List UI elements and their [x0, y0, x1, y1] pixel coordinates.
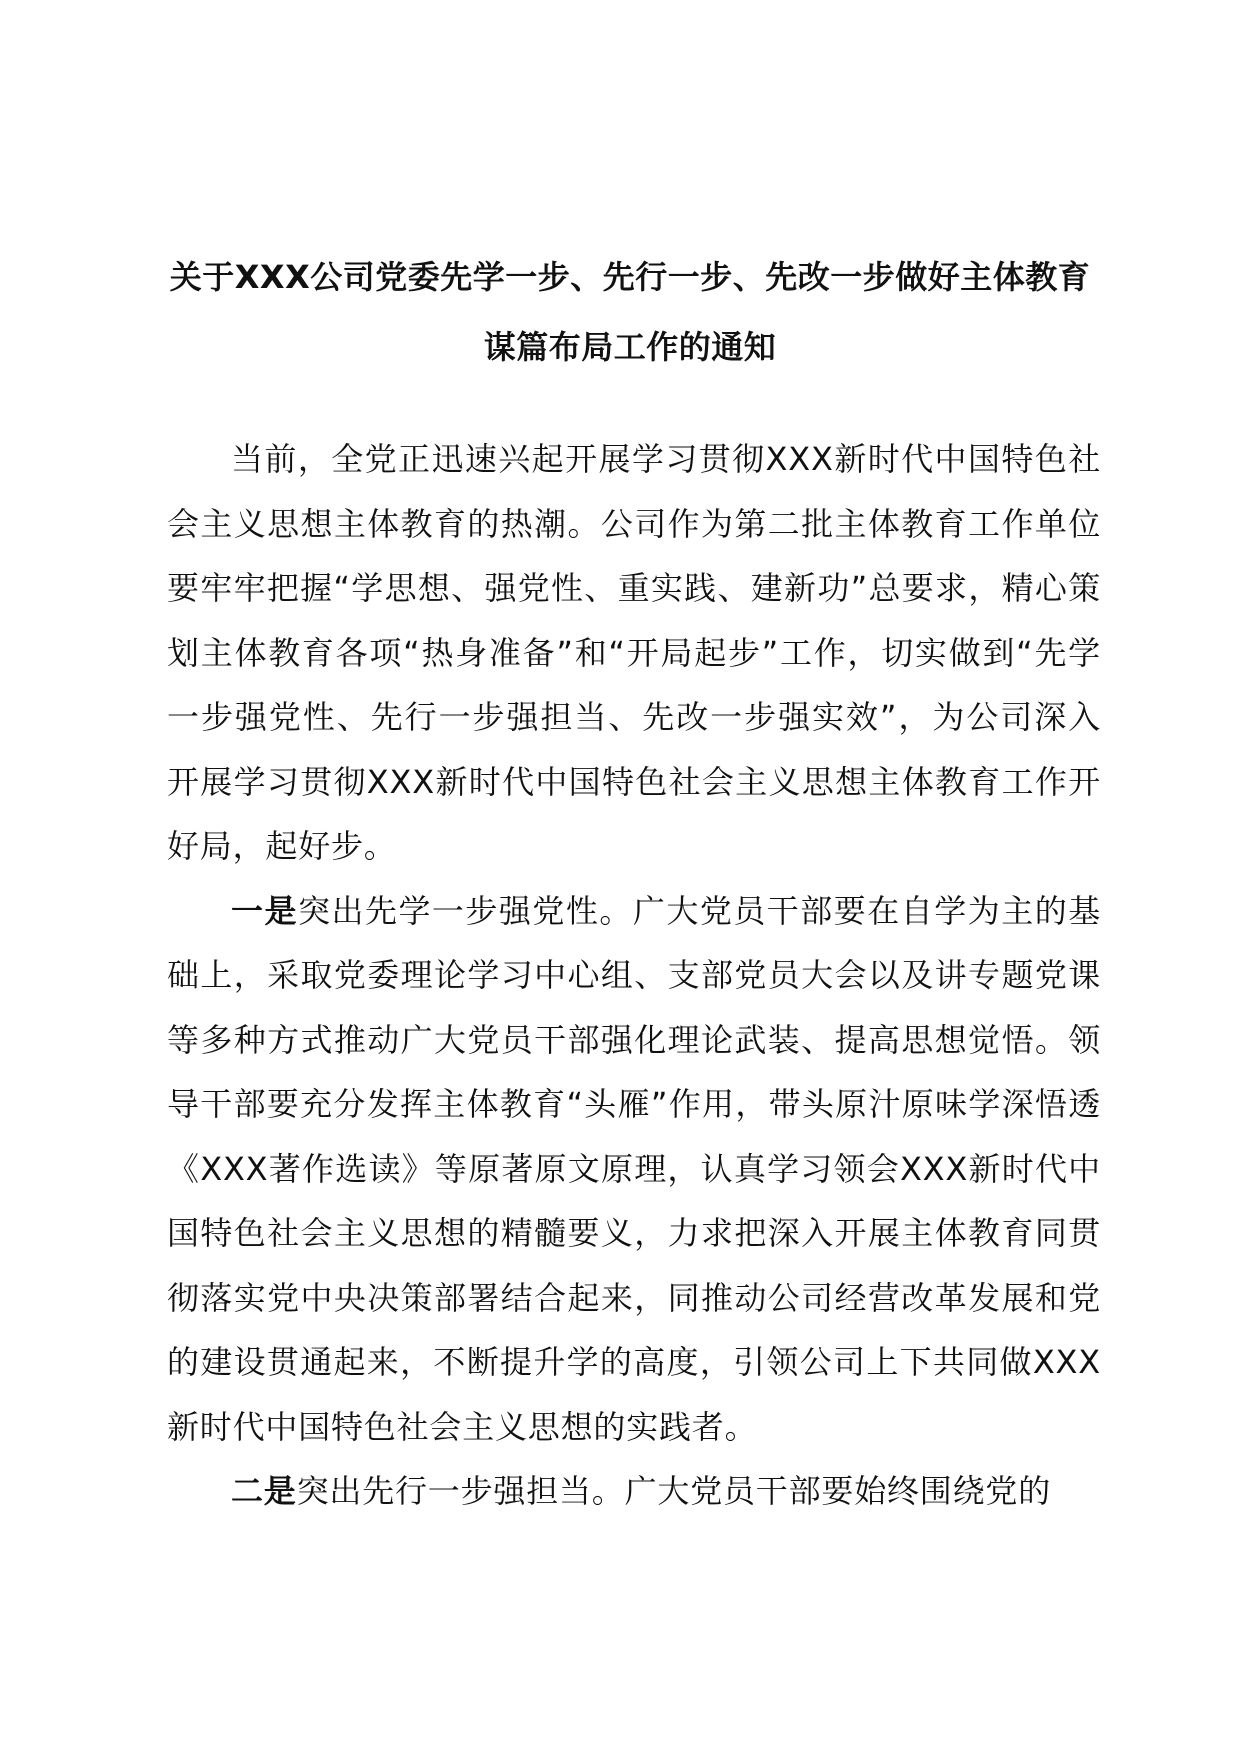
- document-title: [150, 242, 1110, 382]
- paragraph-point-2: [167, 1459, 1101, 1524]
- document-body: [167, 427, 1101, 1524]
- title-line-1: 关于XXX公司党委先学一步、先行一步、先改一步做好主体教育: [169, 258, 1091, 296]
- paragraph-text: 突出先行一步强担当。广大党员干部要始终围绕党的: [296, 1472, 1052, 1510]
- paragraph-intro: [167, 427, 1101, 879]
- title-line-2: 谋篇布局工作的通知: [483, 328, 777, 366]
- paragraph-lead: 一是: [231, 891, 298, 930]
- paragraph-text: 当前，全党正迅速兴起开展学习贯彻XXX新时代中国特色社会主义思想主体教育的热潮。公司作为第二批主体教育工作单位要牢牢把握“学思想、强党性、重实践、建新功”总要求，精心策划主体教育各项“热身准备”和“开局起步”工作，切实做到“先学一步强党性、先行一步强担当、先改一步强实效”，为公司深入开展学习贯彻XXX新时代中国特色社会主义思想主体教育工作开好局，起好步。: [167, 440, 1101, 865]
- paragraph-point-1: [167, 879, 1101, 1460]
- paragraph-text: 突出先学一步强党性。广大党员干部要在自学为主的基础上，采取党委理论学习中心组、支部党员大会以及讲专题党课等多种方式推动广大党员干部强化理论武装、提高思想觉悟。领导干部要充分发挥主体教育“头雁”作用，带头原汁原味学深悟透《XXX著作选读》等原著原文原理，认真学习领会XXX新时代中国特色社会主义思想的精髓要义，力求把深入开展主体教育同贯彻落实党中央决策部署结合起来，同推动公司经营改革发展和党的建设贯通起来，不断提升学的高度，引领公司上下共同做XXX新时代中国特色社会主义思想的实践者。: [167, 891, 1101, 1446]
- paragraph-lead: 二是: [231, 1472, 297, 1510]
